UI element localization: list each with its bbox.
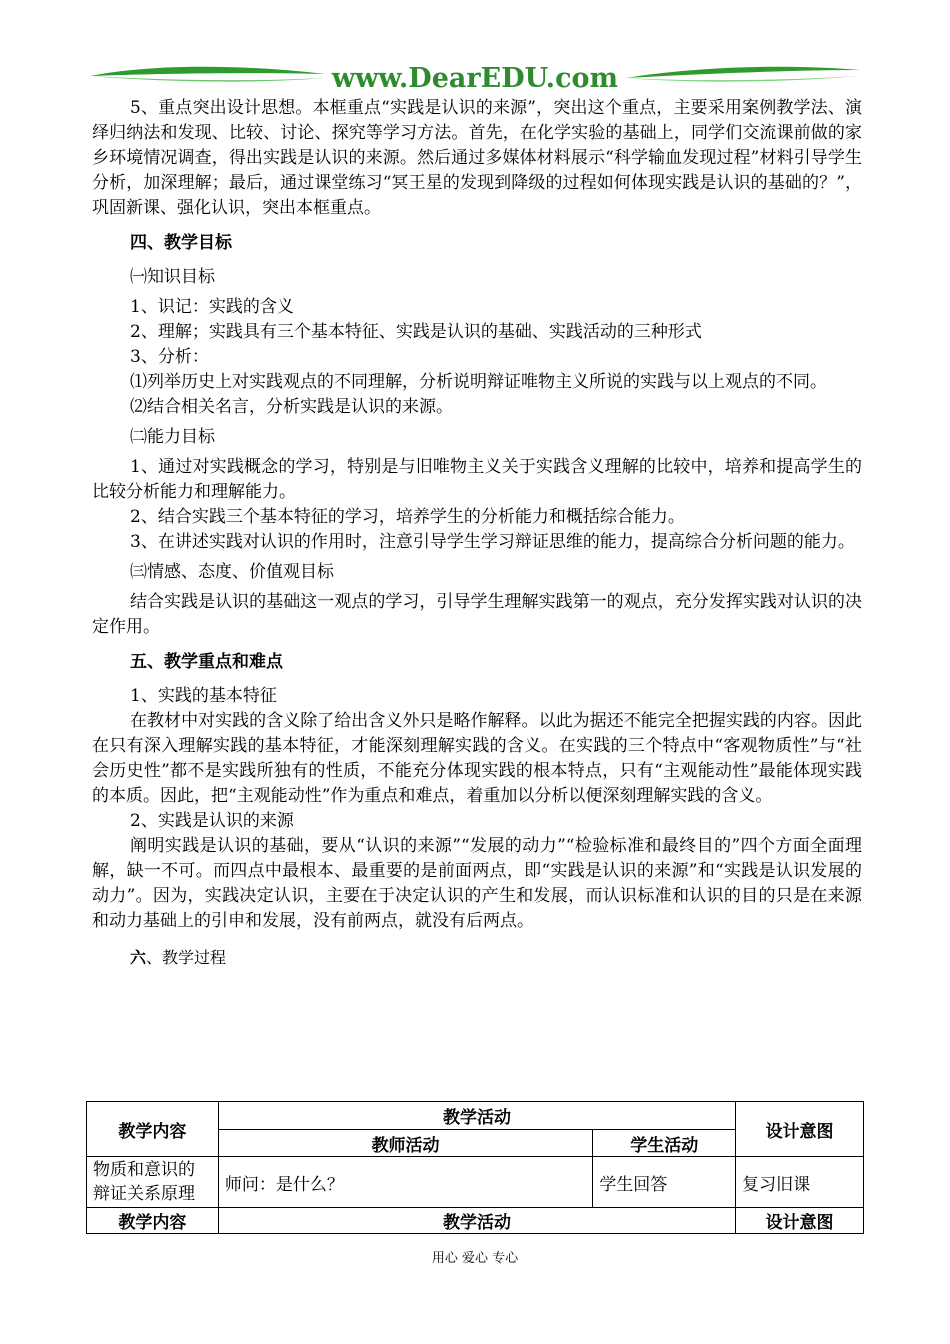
paragraph-design-idea: 5、重点突出设计思想。本框重点“实践是认识的来源”，突出这个重点，主要采用案例教学法、演绎归纳法和发现、比较、讨论、探究等学习方法。首先，在化学实验的基础上，同学们交流课前做的家乡环境情况调查，得出实践是认识的来源。然后通过多媒体材料展示“科学输血发现过程”材料引导学生分析，加深理解；最后，通过课堂练习“冥王星的发现到降级的过程如何体现实践是认识的基础的？”，巩固新课、强化认识，突出本框重点。 (92, 98, 862, 218)
document-body (92, 96, 862, 982)
subheading-emotion-goals: ㈢情感、态度、价值观目标 (130, 562, 334, 582)
knowledge-item-2: 2、理解；实践具有三个基本特征、实践是认识的基础、实践活动的三种形式 (130, 322, 702, 342)
subheading-ability-goals: ㈡能力目标 (130, 427, 215, 447)
section-heading-text: 、教学过程 (146, 948, 227, 967)
header-leaf-graphic (90, 58, 862, 94)
knowledge-item-3: 3、分析： (130, 347, 209, 367)
header-teaching-activity: 教学活动 (218, 1102, 735, 1130)
header-design-intent: 设计意图 (736, 1102, 864, 1157)
repeat-header-content: 教学内容 (87, 1208, 219, 1234)
key-point-2-title: 2、实践是认识的来源 (130, 811, 294, 831)
cell-intent: 复习旧课 (736, 1157, 864, 1208)
table-repeat-header-row (87, 1208, 864, 1234)
section-heading-key-points: 五、教学重点和难点 (130, 652, 283, 672)
header-teacher-activity: 教师活动 (218, 1130, 592, 1157)
key-point-2-text: 阐明实践是认识的基础，要从“认识的来源”“发展的动力”“检验标准和最终目的”四个方面全面理解，缺一不可。而四点中最根本、最重要的是前面两点，即“实践是认识的来源”和“实践是认识发展的动力”。因为，实践决定认识，主要在于决定认识的产生和发展，而认识标准和认识的目的只是在来源和动力基础上的引申和发展，没有前两点，就没有后两点。 (92, 836, 862, 931)
section-heading-teaching-process (92, 946, 862, 970)
header-student-activity: 学生活动 (593, 1130, 736, 1157)
knowledge-item-1: 1、识记：实践的含义 (130, 297, 294, 317)
section-number: 六 (130, 948, 147, 967)
ability-item-3: 3、在讲述实践对认识的作用时，注意引导学生学习辩证思维的能力，提高综合分析问题的能力。 (130, 532, 855, 552)
section-heading-teaching-goals: 四、教学目标 (130, 233, 232, 253)
repeat-header-intent: 设计意图 (736, 1208, 864, 1234)
emotion-item-1: 结合实践是认识的基础这一观点的学习，引导学生理解实践第一的观点，充分发挥实践对认识的决定作用。 (92, 592, 862, 637)
table-row (87, 1157, 864, 1208)
repeat-header-activity: 教学活动 (218, 1208, 735, 1234)
ability-item-2: 2、结合实践三个基本特征的学习，培养学生的分析能力和概括综合能力。 (130, 507, 685, 527)
cell-teacher: 师问：是什么？ (218, 1157, 592, 1208)
key-point-1-title: 1、实践的基本特征 (130, 686, 277, 706)
subheading-knowledge-goals: ㈠知识目标 (130, 267, 215, 287)
ability-item-1: 1、通过对实践概念的学习，特别是与旧唯物主义关于实践含义理解的比较中，培养和提高学生的比较分析能力和理解能力。 (92, 457, 862, 502)
knowledge-item-3b: ⑵结合相关名言，分析实践是认识的来源。 (130, 397, 453, 417)
header-teaching-content: 教学内容 (87, 1102, 219, 1157)
cell-student: 学生回答 (593, 1157, 736, 1208)
site-header-banner (90, 58, 862, 94)
key-point-1-text: 在教材中对实践的含义除了给出含义外只是略作解释。以此为据还不能完全把握实践的内容。因此在只有深入理解实践的基本特征，才能深刻理解实践的含义。在实践的三个特点中“客观物质性”与“社会历史性”都不是实践所独有的性质，不能充分体现实践的根本特点，只有“主观能动性”最能体现实践的本质。因此，把“主观能动性”作为重点和难点，着重加以分析以便深刻理解实践的含义。 (92, 711, 862, 806)
page-footer: 用心 爱心 专心 (431, 1251, 519, 1266)
site-logo-text: www.DearEDU.com (331, 63, 619, 94)
teaching-process-table (86, 1101, 864, 1234)
knowledge-item-3a: ⑴列举历史上对实践观点的不同理解，分析说明辩证唯物主义所说的实践与以上观点的不同。 (130, 372, 827, 392)
cell-content: 物质和意识的辩证关系原理 (87, 1157, 219, 1208)
table-header-row (87, 1102, 864, 1130)
